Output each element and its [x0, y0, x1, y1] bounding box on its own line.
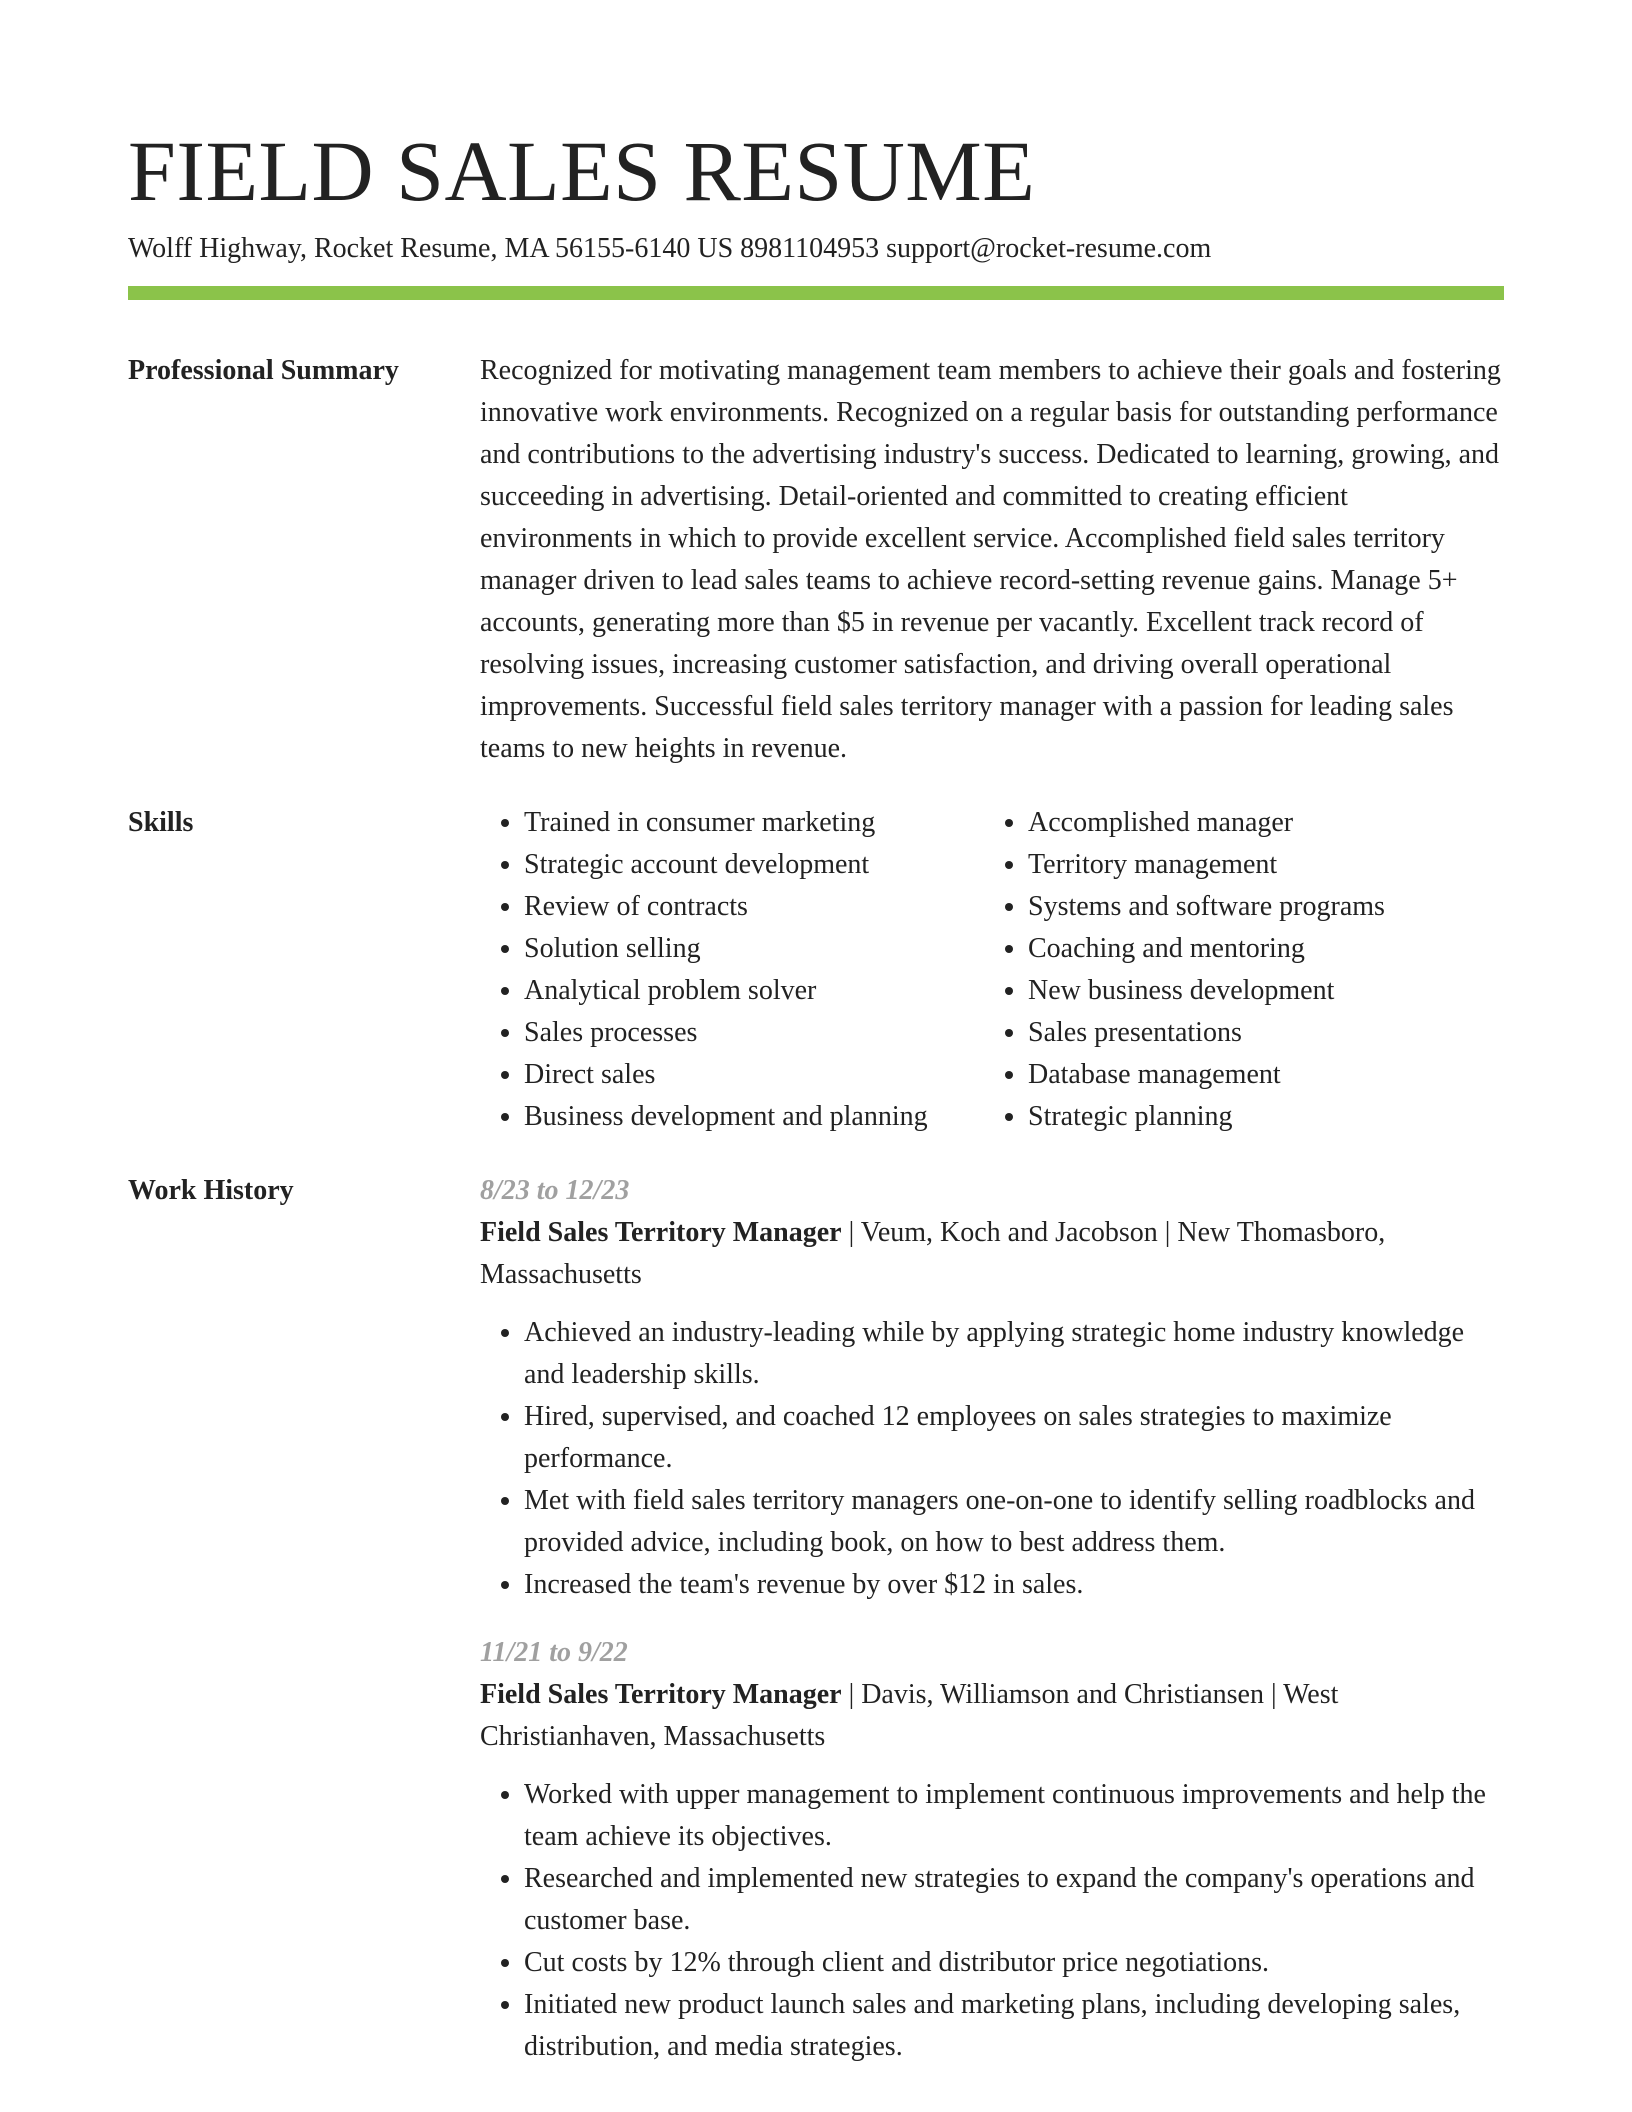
- skill-item: • Trained in consumer marketing: [524, 802, 984, 844]
- summary-section: [480, 350, 1504, 770]
- job-bullet: • Cut costs by 12% through client and distributor price negotiations.: [524, 1942, 1504, 1984]
- job-bullets: [480, 1774, 1504, 2068]
- skills-list-left: [480, 802, 984, 1138]
- job-dates: 11/21 to 9/22: [480, 1637, 628, 1668]
- summary-text: Recognized for motivating management team members to achieve their goals and fostering innovative work environments. Recognized on a regular basis for outstanding performance and contributions to the advertising industry's success. Dedicated to learning, growing, and succeeding in advertising. Detail-oriented and committed to creating efficient environments in which to provide excellent service. Accomplished field sales territory manager driven to lead sales teams to achieve record-setting revenue gains. Manage 5+ accounts, generating more than $5 in revenue per vacantly. Excellent track record of resolving issues, increasing customer satisfaction, and driving overall operational improvements. Successful field sales territory manager with a passion for leading sales teams to new heights in revenue.: [480, 355, 1501, 764]
- job-bullet: • Initiated new product launch sales and marketing plans, including developing sales, distribution, and media strategies.: [524, 1984, 1504, 2068]
- skills-section: [480, 802, 1504, 1138]
- job-title: Field Sales Territory Manager: [480, 1679, 842, 1710]
- skill-item: • Territory management: [1028, 844, 1488, 886]
- contact-line: Wolff Highway, Rocket Resume, MA 56155-6140 US 8981104953 support@rocket-resume.com: [128, 233, 1212, 264]
- skill-item: • New business development: [1028, 970, 1488, 1012]
- job-details: | Davis, Williamson and Christiansen | West Christianhaven, Massachusetts: [480, 1679, 1339, 1752]
- skill-item: • Strategic planning: [1028, 1096, 1488, 1138]
- skill-item: • Systems and software programs: [1028, 886, 1488, 928]
- skill-item: • Analytical problem solver: [524, 970, 984, 1012]
- job-bullet: • Increased the team's revenue by over $12 in sales.: [524, 1564, 1504, 1606]
- job-bullet: • Achieved an industry-leading while by applying strategic home industry knowledge and leadership skills.: [524, 1312, 1504, 1396]
- job-bullet: • Researched and implemented new strategies to expand the company's operations and customer base.: [524, 1858, 1504, 1942]
- skill-item: • Sales presentations: [1028, 1012, 1488, 1054]
- job-details: | Veum, Koch and Jacobson | New Thomasboro, Massachusetts: [480, 1217, 1386, 1290]
- job-bullet: • Worked with upper management to implement continuous improvements and help the team achieve its objectives.: [524, 1774, 1504, 1858]
- skill-item: • Review of contracts: [524, 886, 984, 928]
- header-divider: [128, 286, 1504, 300]
- job-dates: 8/23 to 12/23: [480, 1175, 630, 1206]
- skill-item: • Business development and planning: [524, 1096, 984, 1138]
- skill-item: • Coaching and mentoring: [1028, 928, 1488, 970]
- resume-title: FIELD SALES RESUME: [128, 123, 1036, 219]
- skills-list-right: [984, 802, 1488, 1138]
- job-bullets: [480, 1312, 1504, 1606]
- summary-label: Professional Summary: [128, 355, 399, 386]
- job-bullet: • Met with field sales territory managers one-on-one to identify selling roadblocks and provided advice, including book, on how to best address them.: [524, 1480, 1504, 1564]
- job-entry: [480, 1632, 1504, 2068]
- job-header: [480, 1212, 1504, 1296]
- skill-item: • Accomplished manager: [1028, 802, 1488, 844]
- job-bullet: • Hired, supervised, and coached 12 employees on sales strategies to maximize performance.: [524, 1396, 1504, 1480]
- work-history-label: Work History: [128, 1175, 294, 1206]
- job-header: [480, 1674, 1504, 1758]
- skill-item: • Strategic account development: [524, 844, 984, 886]
- skills-label: Skills: [128, 807, 194, 838]
- skill-item: • Direct sales: [524, 1054, 984, 1096]
- job-title: Field Sales Territory Manager: [480, 1217, 842, 1248]
- skill-item: • Sales processes: [524, 1012, 984, 1054]
- job-entry: [480, 1170, 1504, 1606]
- skill-item: • Database management: [1028, 1054, 1488, 1096]
- skill-item: • Solution selling: [524, 928, 984, 970]
- work-history-section: [480, 1170, 1504, 2094]
